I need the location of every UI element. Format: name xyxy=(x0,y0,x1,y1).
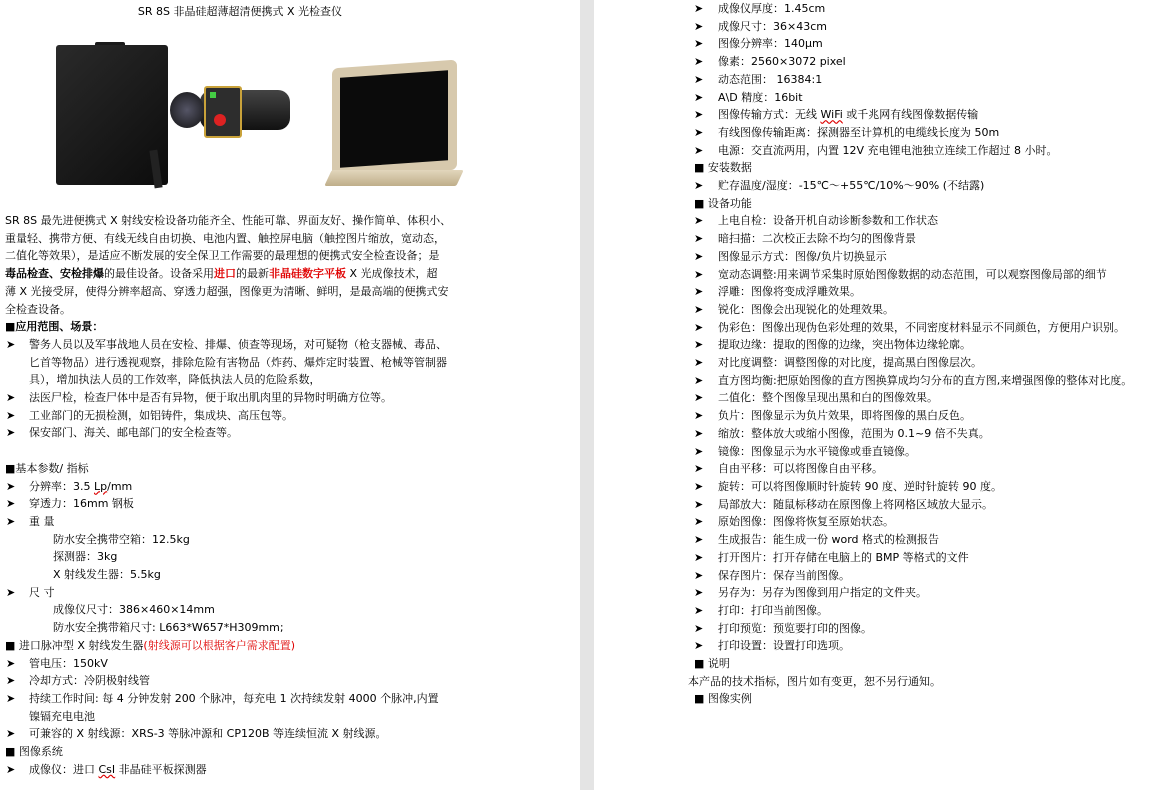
list-item-line: 法医尸检，检查尸体中是否有异物，便于取出肌肉里的异物时明确方位等。 xyxy=(29,391,392,405)
function-list xyxy=(694,212,1167,655)
list-item-text: 贮存温度/湿度：-15℃～+55℃/10%～90% (不结露) xyxy=(718,179,985,193)
sublist-item: 成像仪尺寸：386×460×14mm xyxy=(53,603,215,617)
list-item xyxy=(694,142,1167,160)
list-item xyxy=(0,725,580,743)
list-item xyxy=(694,460,1167,478)
description-text: 本产品的技术指标，图片如有变更，恕不另行通知。 xyxy=(688,674,941,688)
arrow-bullet-icon: ➤ xyxy=(694,249,704,263)
sublist-item: X 射线发生器：5.5kg xyxy=(53,568,161,582)
document-page-right xyxy=(594,0,1167,790)
arrow-bullet-icon: ➤ xyxy=(6,408,16,422)
list-item-text: 提取边缘：提取的图像的边缘，突出物体边缘轮廓。 xyxy=(718,338,971,352)
spec-list-2 xyxy=(694,124,1167,159)
left-body xyxy=(0,212,580,778)
list-item xyxy=(0,690,580,725)
list-item-text: 打印预览：预览要打印的图像。 xyxy=(718,621,872,635)
list-item-text: 电源：交直流两用，内置 12V 充电锂电池独立连续工作超过 8 小时。 xyxy=(718,143,1058,157)
list-item xyxy=(694,266,1167,284)
list-item xyxy=(694,584,1167,602)
list-item xyxy=(694,230,1167,248)
intro-segment: 二值化等效果），是适应不断发展的安全保卫工作需要的最理想的便携式安全检查设备；是 xyxy=(5,249,440,263)
intro-segment: X 光成像技术，超 xyxy=(346,267,438,281)
arrow-bullet-icon: ➤ xyxy=(694,72,704,86)
arrow-bullet-icon: ➤ xyxy=(694,479,704,493)
arrow-bullet-icon: ➤ xyxy=(6,337,16,351)
intro-segment: 全检查设备。 xyxy=(5,302,71,316)
list-item xyxy=(694,124,1167,142)
arrow-bullet-icon: ➤ xyxy=(6,674,16,688)
arrow-bullet-icon: ➤ xyxy=(694,55,704,69)
list-item xyxy=(694,212,1167,230)
list-item xyxy=(694,637,1167,655)
arrow-bullet-icon: ➤ xyxy=(694,515,704,529)
arrow-bullet-icon: ➤ xyxy=(694,320,704,334)
list-item-text: 生成报告：能生成一份 word 格式的检测报告 xyxy=(718,533,940,547)
arrow-bullet-icon: ➤ xyxy=(694,90,704,104)
list-item-text: 旋转：可以将图像顺时针旋转 90 度、逆时针旋转 90 度。 xyxy=(718,479,1002,493)
right-body xyxy=(688,0,1167,708)
intro-segment: SR 8S 最先进便携式 X 射线安检设备功能齐全、性能可靠、界面友好、操作简单、体积小、 xyxy=(5,214,452,227)
list-item-text: 图像显示方式：图像/负片切换显示 xyxy=(718,249,887,263)
list-item-text: 打印设置：设置打印选项。 xyxy=(718,639,850,653)
page-gap xyxy=(580,0,594,790)
arrow-bullet-icon: ➤ xyxy=(694,586,704,600)
list-item xyxy=(694,35,1167,53)
arrow-bullet-icon: ➤ xyxy=(694,356,704,370)
list-item xyxy=(694,549,1167,567)
list-item-line: 保安部门、海关、邮电部门的安全检查等。 xyxy=(29,426,238,440)
document-page-left xyxy=(0,0,580,790)
sublist-item: 探测器：3kg xyxy=(53,550,118,564)
list-item-text: 保存图片：保存当前图像。 xyxy=(718,568,850,582)
intro-segment: 的最新 xyxy=(236,267,269,281)
arrow-bullet-icon: ➤ xyxy=(694,444,704,458)
scope-heading: ■应用范围、场景： xyxy=(5,320,104,334)
list-item-line: 冷却方式：冷阴极射线管 xyxy=(29,674,150,688)
arrow-bullet-icon: ➤ xyxy=(6,691,16,705)
arrow-bullet-icon: ➤ xyxy=(694,267,704,281)
install-list xyxy=(694,177,1167,195)
list-item-text: 负片：图像显示为负片效果，即将图像的黑白反色。 xyxy=(718,409,971,423)
weight-sublist xyxy=(0,531,580,584)
intro-segment: 的最佳设备。设备采用 xyxy=(104,267,214,281)
list-item xyxy=(694,407,1167,425)
params-heading: ■基本参数/ 指标 xyxy=(5,461,89,475)
list-item-text: 有线图像传输距离：探测器至计算机的电缆线长度为 50m xyxy=(718,125,1000,139)
arrow-bullet-icon: ➤ xyxy=(694,409,704,423)
description-heading: ■ 说明 xyxy=(694,657,730,671)
list-item xyxy=(0,336,580,389)
list-item-text: 自由平移：可以将图像自由平移。 xyxy=(718,462,883,476)
list-item xyxy=(694,531,1167,549)
arrow-bullet-icon: ➤ xyxy=(694,621,704,635)
spec-list xyxy=(694,0,1167,106)
arrow-bullet-icon: ➤ xyxy=(6,727,16,741)
tablet-computer-image xyxy=(326,58,466,190)
list-item xyxy=(694,283,1167,301)
arrow-bullet-icon: ➤ xyxy=(694,232,704,246)
list-item xyxy=(694,372,1167,390)
list-item-text: 打开图片：打开存储在电脑上的 BMP 等格式的文件 xyxy=(718,550,969,564)
generator-heading: ■ 进口脉冲型 X 射线发生器(射线源可以根据客户需求配置) xyxy=(5,638,296,652)
list-item xyxy=(694,53,1167,71)
intro-segment: 重量轻、携带方便、有线无线自由切换、电池内置、触控屏电脑（触控图片缩放，宽动态， xyxy=(5,231,445,245)
arrow-bullet-icon: ➤ xyxy=(6,391,16,405)
intro-line xyxy=(5,230,574,248)
list-item-text: 成像仪厚度：1.45cm xyxy=(718,2,826,15)
intro-line xyxy=(5,265,574,283)
list-item xyxy=(0,672,580,690)
list-item xyxy=(694,177,1167,195)
list-item-text: 浮雕：图像将变成浮雕效果。 xyxy=(718,285,861,299)
arrow-bullet-icon: ➤ xyxy=(6,479,16,493)
list-item-line: 警务人员以及军事战地人员在安检、排爆、侦查等现场，对可疑物（枪支器械、毒品、 xyxy=(29,337,447,351)
list-item xyxy=(694,248,1167,266)
xray-generator-image xyxy=(170,82,302,138)
intro-segment: 进口 xyxy=(214,267,236,281)
xray-red-button xyxy=(214,114,226,126)
arrow-bullet-icon: ➤ xyxy=(694,37,704,51)
list-item xyxy=(694,620,1167,638)
list-item-line: 工业部门的无损检测，如铝铸件，集成块、高压包等。 xyxy=(29,408,293,422)
list-item-line: 镍镉充电电池 xyxy=(29,709,95,723)
list-item-text: 直方图均衡:把原始图像的直方图换算成均匀分布的直方图,来增强图像的整体对比度。 xyxy=(718,373,1133,387)
list-item xyxy=(694,567,1167,585)
list-item-text: 镜像：图像显示为水平镜像或垂直镜像。 xyxy=(718,444,916,458)
arrow-bullet-icon: ➤ xyxy=(694,373,704,387)
list-item-line: 管电压：150kV xyxy=(29,656,108,670)
scope-list xyxy=(0,336,580,442)
list-item: ➤ 分辨率：3.5 Lp/mm xyxy=(0,478,580,496)
size-sublist xyxy=(0,601,580,636)
list-item-text: 图像分辨率：140μm xyxy=(718,37,823,51)
list-item xyxy=(694,319,1167,337)
example-heading: ■ 图像实例 xyxy=(694,692,752,706)
list-item: ➤ 成像仪：进口 CsI 非晶硅平板探测器 xyxy=(0,761,580,779)
arrow-bullet-icon: ➤ xyxy=(694,143,704,157)
list-item xyxy=(0,389,580,407)
list-item xyxy=(694,89,1167,107)
list-item-text: 打印：打印当前图像。 xyxy=(718,603,828,617)
list-item-text: 动态范围： 16384:1 xyxy=(718,72,823,86)
intro-line xyxy=(5,283,574,301)
list-item xyxy=(694,71,1167,89)
list-item xyxy=(694,354,1167,372)
function-heading: ■ 设备功能 xyxy=(694,196,752,210)
generator-list xyxy=(0,655,580,744)
list-item-text: 另存为：另存为图像到用户指定的文件夹。 xyxy=(718,586,927,600)
list-item-line: 具），增加执法人员的工作效率，降低执法人员的危险系数， xyxy=(29,373,321,387)
list-item xyxy=(694,478,1167,496)
arrow-bullet-icon: ➤ xyxy=(694,302,704,316)
list-item-text: 缩放：整体放大或缩小图像，范围为 0.1~9 倍不失真。 xyxy=(718,426,990,440)
list-item-text: 伪彩色：图像出现伪色彩处理的效果，不同密度材料显示不同颜色，方便用户识别。 xyxy=(718,320,1125,334)
arrow-bullet-icon: ➤ xyxy=(694,108,704,122)
intro-line xyxy=(5,212,574,230)
arrow-bullet-icon: ➤ xyxy=(694,568,704,582)
list-item-text: 宽动态调整:用来调节采集时原始图像数据的动态范围，可以观察图像局部的细节 xyxy=(718,267,1107,281)
list-item-text: 原始图像：图像将恢复至原始状态。 xyxy=(718,515,894,529)
list-item xyxy=(694,496,1167,514)
list-item-line: 可兼容的 X 射线源：XRS-3 等脉冲源和 CP120B 等连续恒流 X 射线源。 xyxy=(29,727,387,741)
list-item xyxy=(694,301,1167,319)
arrow-bullet-icon: ➤ xyxy=(694,639,704,653)
list-item-text: 对比度调整：调整图像的对比度，提高黑白图像层次。 xyxy=(718,356,982,370)
list-item: ➤ 图像传输方式：无线 WiFi 或千兆网有线图像数据传输 xyxy=(694,106,1167,124)
list-item xyxy=(694,389,1167,407)
arrow-bullet-icon: ➤ xyxy=(694,603,704,617)
intro-segment: 毒品检查、安检排爆 xyxy=(5,267,104,281)
arrow-bullet-icon: ➤ xyxy=(6,585,16,599)
install-heading: ■ 安装数据 xyxy=(694,161,752,175)
arrow-bullet-icon: ➤ xyxy=(6,497,16,511)
arrow-bullet-icon: ➤ xyxy=(694,285,704,299)
arrow-bullet-icon: ➤ xyxy=(6,656,16,670)
arrow-bullet-icon: ➤ xyxy=(694,125,704,139)
arrow-bullet-icon: ➤ xyxy=(694,179,704,193)
intro-segment: 非晶硅数字平板 xyxy=(269,267,346,281)
arrow-bullet-icon: ➤ xyxy=(694,214,704,228)
list-item-text: 二值化：整个图像呈现出黑和白的图像效果。 xyxy=(718,391,938,405)
list-item xyxy=(694,513,1167,531)
arrow-bullet-icon: ➤ xyxy=(694,391,704,405)
list-item-line: 持续工作时间: 每 4 分钟发射 200 个脉冲，每充电 1 次持续发射 4000 个脉冲,内置 xyxy=(29,691,439,705)
list-item-text: 上电自检：设备开机自动诊断参数和工作状态 xyxy=(718,214,938,228)
intro-segment: 薄 X 光接受屏，使得分辨率超高、穿透力超强，图像更为清晰、鲜明，是最高端的便携式安 xyxy=(5,284,449,298)
list-item-text: 成像尺寸：36×43cm xyxy=(718,19,827,33)
list-item-text: 锐化：图像会出现锐化的处理效果。 xyxy=(718,302,894,316)
sublist-item: 防水安全携带箱尺寸: L663*W657*H309mm; xyxy=(53,621,284,635)
list-item xyxy=(0,655,580,673)
arrow-bullet-icon: ➤ xyxy=(694,533,704,547)
list-item: ➤ 穿透力：16mm 钢板 xyxy=(0,495,580,513)
list-item-text: 局部放大：随鼠标移动在原图像上将网格区域放大显示。 xyxy=(718,497,993,511)
arrow-bullet-icon: ➤ xyxy=(694,497,704,511)
arrow-bullet-icon: ➤ xyxy=(694,550,704,564)
list-item-text: A\D 精度：16bit xyxy=(718,90,803,104)
list-item xyxy=(0,407,580,425)
list-item: ➤ 尺 寸 xyxy=(0,584,580,602)
arrow-bullet-icon: ➤ xyxy=(694,2,704,15)
arrow-bullet-icon: ➤ xyxy=(6,426,16,440)
list-item xyxy=(694,602,1167,620)
intro-line xyxy=(5,247,574,265)
arrow-bullet-icon: ➤ xyxy=(6,514,16,528)
list-item xyxy=(0,424,580,442)
arrow-bullet-icon: ➤ xyxy=(694,462,704,476)
list-item xyxy=(694,443,1167,461)
list-item-text: 暗扫描：二次校正去除不均匀的图像背景 xyxy=(718,232,916,246)
list-item xyxy=(694,425,1167,443)
arrow-bullet-icon: ➤ xyxy=(694,19,704,33)
list-item xyxy=(694,18,1167,36)
intro-paragraph xyxy=(0,212,580,318)
arrow-bullet-icon: ➤ xyxy=(694,338,704,352)
list-item-line: 匕首等物品）进行透视观察，排除危险有害物品（炸药、爆炸定时装置、枪械等管制器 xyxy=(29,355,447,369)
list-item xyxy=(694,0,1167,18)
document-title: SR 8S 非晶硅超薄超清便携式 X 光检查仪 xyxy=(137,5,343,18)
imaging-heading: ■ 图像系统 xyxy=(5,745,63,759)
list-item: ➤ 重 量 xyxy=(0,513,580,531)
intro-line xyxy=(5,301,574,319)
arrow-bullet-icon: ➤ xyxy=(694,426,704,440)
sublist-item: 防水安全携带空箱：12.5kg xyxy=(53,532,190,546)
arrow-bullet-icon: ➤ xyxy=(6,762,16,776)
list-item xyxy=(694,336,1167,354)
list-item-text: 像素：2560×3072 pixel xyxy=(718,55,846,69)
